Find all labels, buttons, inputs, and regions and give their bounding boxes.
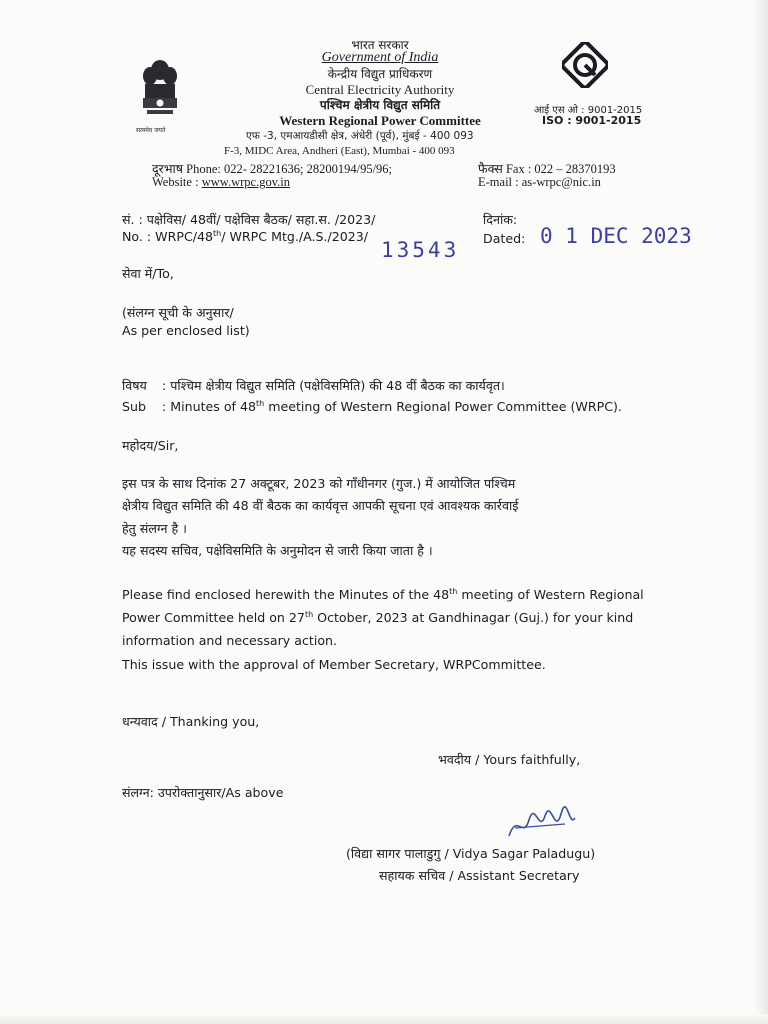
signatory-name: (विद्या सागर पालाडुगु / Vidya Sagar Paladugu) bbox=[346, 846, 596, 861]
yours-faithfully: भवदीय / Yours faithfully, bbox=[438, 752, 581, 767]
eb2-suffix: October, 2023 at Gandhinagar (Guj.) for your kind bbox=[313, 610, 634, 626]
authority-english: Central Electricity Authority bbox=[305, 82, 455, 97]
list-english: As per enclosed list) bbox=[122, 323, 250, 338]
english-body-line-1 bbox=[122, 587, 644, 602]
subject-prefix: : Minutes of 48 bbox=[162, 399, 256, 415]
ref-suffix: / WRPC Mtg./A.S./2023/ bbox=[221, 229, 369, 245]
hindi-body-line-1: इस पत्र के साथ दिनांक 27 अक्टूबर, 2023 को गाँधीनगर (गुज.) में आयोजित पश्चिम bbox=[122, 476, 516, 491]
eb1-sup: th bbox=[449, 587, 458, 596]
iso-english: ISO : 9001-2015 bbox=[542, 114, 642, 127]
subject-sup: th bbox=[256, 399, 265, 408]
govt-english: Government of India bbox=[321, 50, 439, 65]
signatory-designation: सहायक सचिव / Assistant Secretary bbox=[379, 868, 580, 883]
eb1-suffix: meeting of Western Regional bbox=[457, 587, 644, 603]
committee-hindi: पश्चिम क्षेत्रीय विद्युत समिति bbox=[319, 98, 441, 112]
address-hindi: एफ -3, एमआयडीसी क्षेत्र, अंधेरी (पूर्व), मुंबई - 400 093 bbox=[246, 130, 474, 142]
hindi-body-line-4: यह सदस्य सचिव, पक्षेविसमिति के अनुमोदन से जारी किया जाता है । bbox=[122, 543, 433, 558]
to-line: सेवा में/To, bbox=[122, 266, 174, 281]
english-body-line-2 bbox=[122, 610, 633, 625]
date-label-english: Dated: bbox=[483, 231, 526, 246]
thanking-you: धन्यवाद / Thanking you, bbox=[122, 714, 260, 729]
national-emblem-icon bbox=[138, 56, 182, 134]
salutation: महोदय/Sir, bbox=[122, 438, 179, 453]
website-label: Website : bbox=[152, 175, 202, 189]
website bbox=[152, 175, 290, 190]
eb2-sup: th bbox=[304, 610, 314, 619]
ref-prefix: No. : WRPC/48 bbox=[122, 229, 214, 245]
authority-hindi: केन्द्रीय विद्युत प्राधिकरण bbox=[327, 67, 433, 81]
reference-number-english bbox=[122, 229, 368, 244]
english-body-line-3: information and necessary action. bbox=[122, 633, 338, 648]
eb2-prefix: Power Committee held on 27 bbox=[122, 610, 305, 626]
email: E-mail : as-wrpc@nic.in bbox=[478, 175, 601, 189]
eb1-prefix: Please find enclosed herewith the Minutes of the 48 bbox=[122, 587, 450, 603]
english-body-line-4: This issue with the approval of Member Secretary, WRPCommittee. bbox=[122, 657, 546, 672]
emblem-caption: सत्यमेव जयते bbox=[136, 127, 166, 134]
iso-hindi: आई एस ओ : 9001-2015 bbox=[534, 105, 643, 116]
iso-logo-icon bbox=[562, 42, 608, 88]
signature bbox=[505, 806, 577, 846]
subject-hindi-label: विषय bbox=[122, 378, 147, 393]
enclosure: संलग्न: उपरोक्तानुसार/As above bbox=[122, 785, 284, 800]
subject-english bbox=[122, 399, 622, 414]
govt-hindi: भारत सरकार bbox=[351, 38, 409, 52]
hindi-body-line-3: हेतु संलग्न है । bbox=[122, 521, 187, 536]
committee-english: Western Regional Power Committee bbox=[279, 113, 481, 128]
subject-hindi-text: : पश्चिम क्षेत्रीय विद्युत समिति (पक्षेविसमिति) की 48 वीं बैठक का कार्यवृत। bbox=[162, 378, 505, 393]
subject-suffix: meeting of Western Regional Power Committee (WRPC). bbox=[264, 399, 622, 415]
hindi-body-line-2: क्षेत्रीय विद्युत समिति की 48 वीं बैठक का कार्यवृत्त आपकी सूचना एवं आवश्यक कार्रवाई bbox=[122, 498, 519, 513]
address-english: F-3, MIDC Area, Andheri (East), Mumbai - 400 093 bbox=[224, 145, 455, 157]
subject-english-label: Sub bbox=[122, 399, 146, 415]
website-link[interactable]: www.wrpc.gov.in bbox=[201, 175, 290, 189]
reference-number-hindi: सं. : पक्षेविस/ 48वीं/ पक्षेविस बैठक/ सहा.स. /2023/ bbox=[122, 212, 376, 227]
stamp-number: 13543 bbox=[381, 238, 460, 262]
date-label-hindi: दिनांक: bbox=[483, 212, 518, 227]
stamp-date: 0 1 DEC 2023 bbox=[540, 224, 692, 248]
list-hindi: (संलग्न सूची के अनुसार/ bbox=[122, 305, 234, 320]
subject-hindi bbox=[122, 377, 505, 394]
ref-sup: th bbox=[213, 229, 222, 238]
fax: फैक्स Fax : 022 – 28370193 bbox=[478, 162, 616, 176]
phone: दूरभाष Phone: 022- 28221636; 28200194/95/96; bbox=[152, 162, 393, 176]
